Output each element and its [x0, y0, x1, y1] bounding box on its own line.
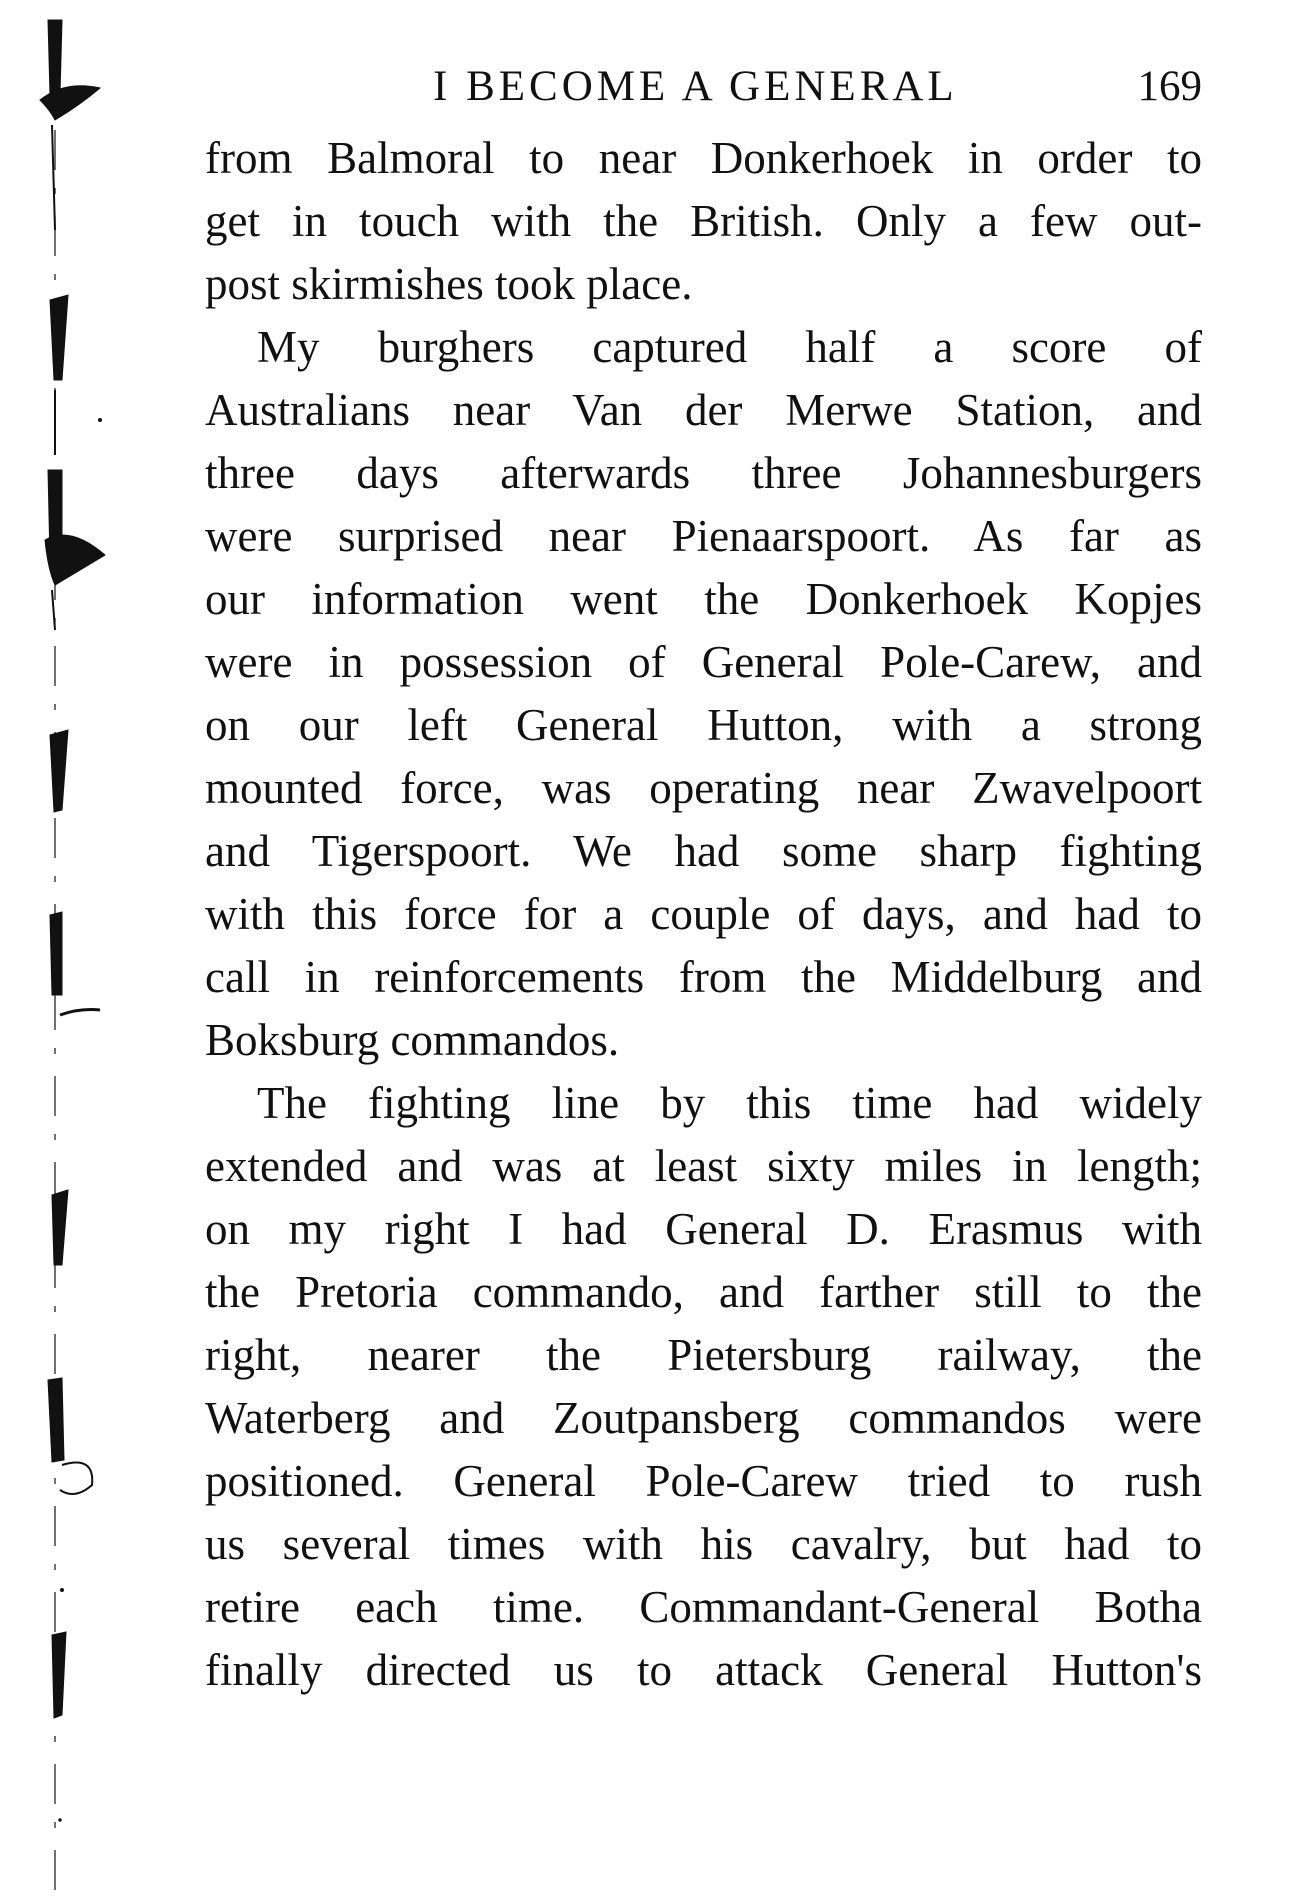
text-line: get in touch with the British. Only a few out-	[205, 196, 1202, 246]
text-line: were surprised near Pienaarspoort. As far as	[205, 511, 1202, 561]
text-line: were in possession of General Pole-Carew, and	[205, 637, 1202, 687]
text-line: positioned. General Pole-Carew tried to rush	[205, 1456, 1202, 1506]
text-line: Australians near Van der Merwe Station, and	[205, 385, 1202, 435]
text-line: call in reinforcements from the Middelburg and	[205, 952, 1202, 1002]
text-line: the Pretoria commando, and farther still to the	[205, 1267, 1202, 1317]
text-line: extended and was at least sixty miles in length;	[205, 1141, 1202, 1191]
text-line: The fighting line by this time had widely	[257, 1078, 1202, 1128]
text-line: our information went the Donkerhoek Kopjes	[205, 574, 1202, 624]
text-line: finally directed us to attack General Hutton's	[205, 1645, 1202, 1695]
running-head	[205, 62, 1202, 122]
body-text	[205, 127, 1202, 1702]
running-title: I BECOME A GENERAL	[433, 63, 958, 110]
text-line: three days afterwards three Johannesburgers	[205, 448, 1202, 498]
text-line: mounted force, was operating near Zwavelpoort	[205, 763, 1202, 813]
text-line: post skirmishes took place.	[205, 259, 693, 309]
text-line: with this force for a couple of days, and had to	[205, 889, 1202, 939]
page-number: 169	[1137, 63, 1202, 110]
text-line: on our left General Hutton, with a strong	[205, 700, 1202, 750]
text-line: from Balmoral to near Donkerhoek in order to	[205, 133, 1202, 183]
text-line: right, nearer the Pietersburg railway, the	[205, 1330, 1202, 1380]
binding-edge-marks	[0, 0, 120, 1902]
text-line: Boksburg commandos.	[205, 1015, 620, 1065]
text-line: us several times with his cavalry, but had to	[205, 1519, 1202, 1569]
text-line: Waterberg and Zoutpansberg commandos were	[205, 1393, 1202, 1443]
text-line: and Tigerspoort. We had some sharp fighting	[205, 826, 1202, 876]
text-line: on my right I had General D. Erasmus with	[205, 1204, 1202, 1254]
text-line: retire each time. Commandant-General Botha	[205, 1582, 1202, 1632]
text-line: My burghers captured half a score of	[257, 322, 1202, 372]
